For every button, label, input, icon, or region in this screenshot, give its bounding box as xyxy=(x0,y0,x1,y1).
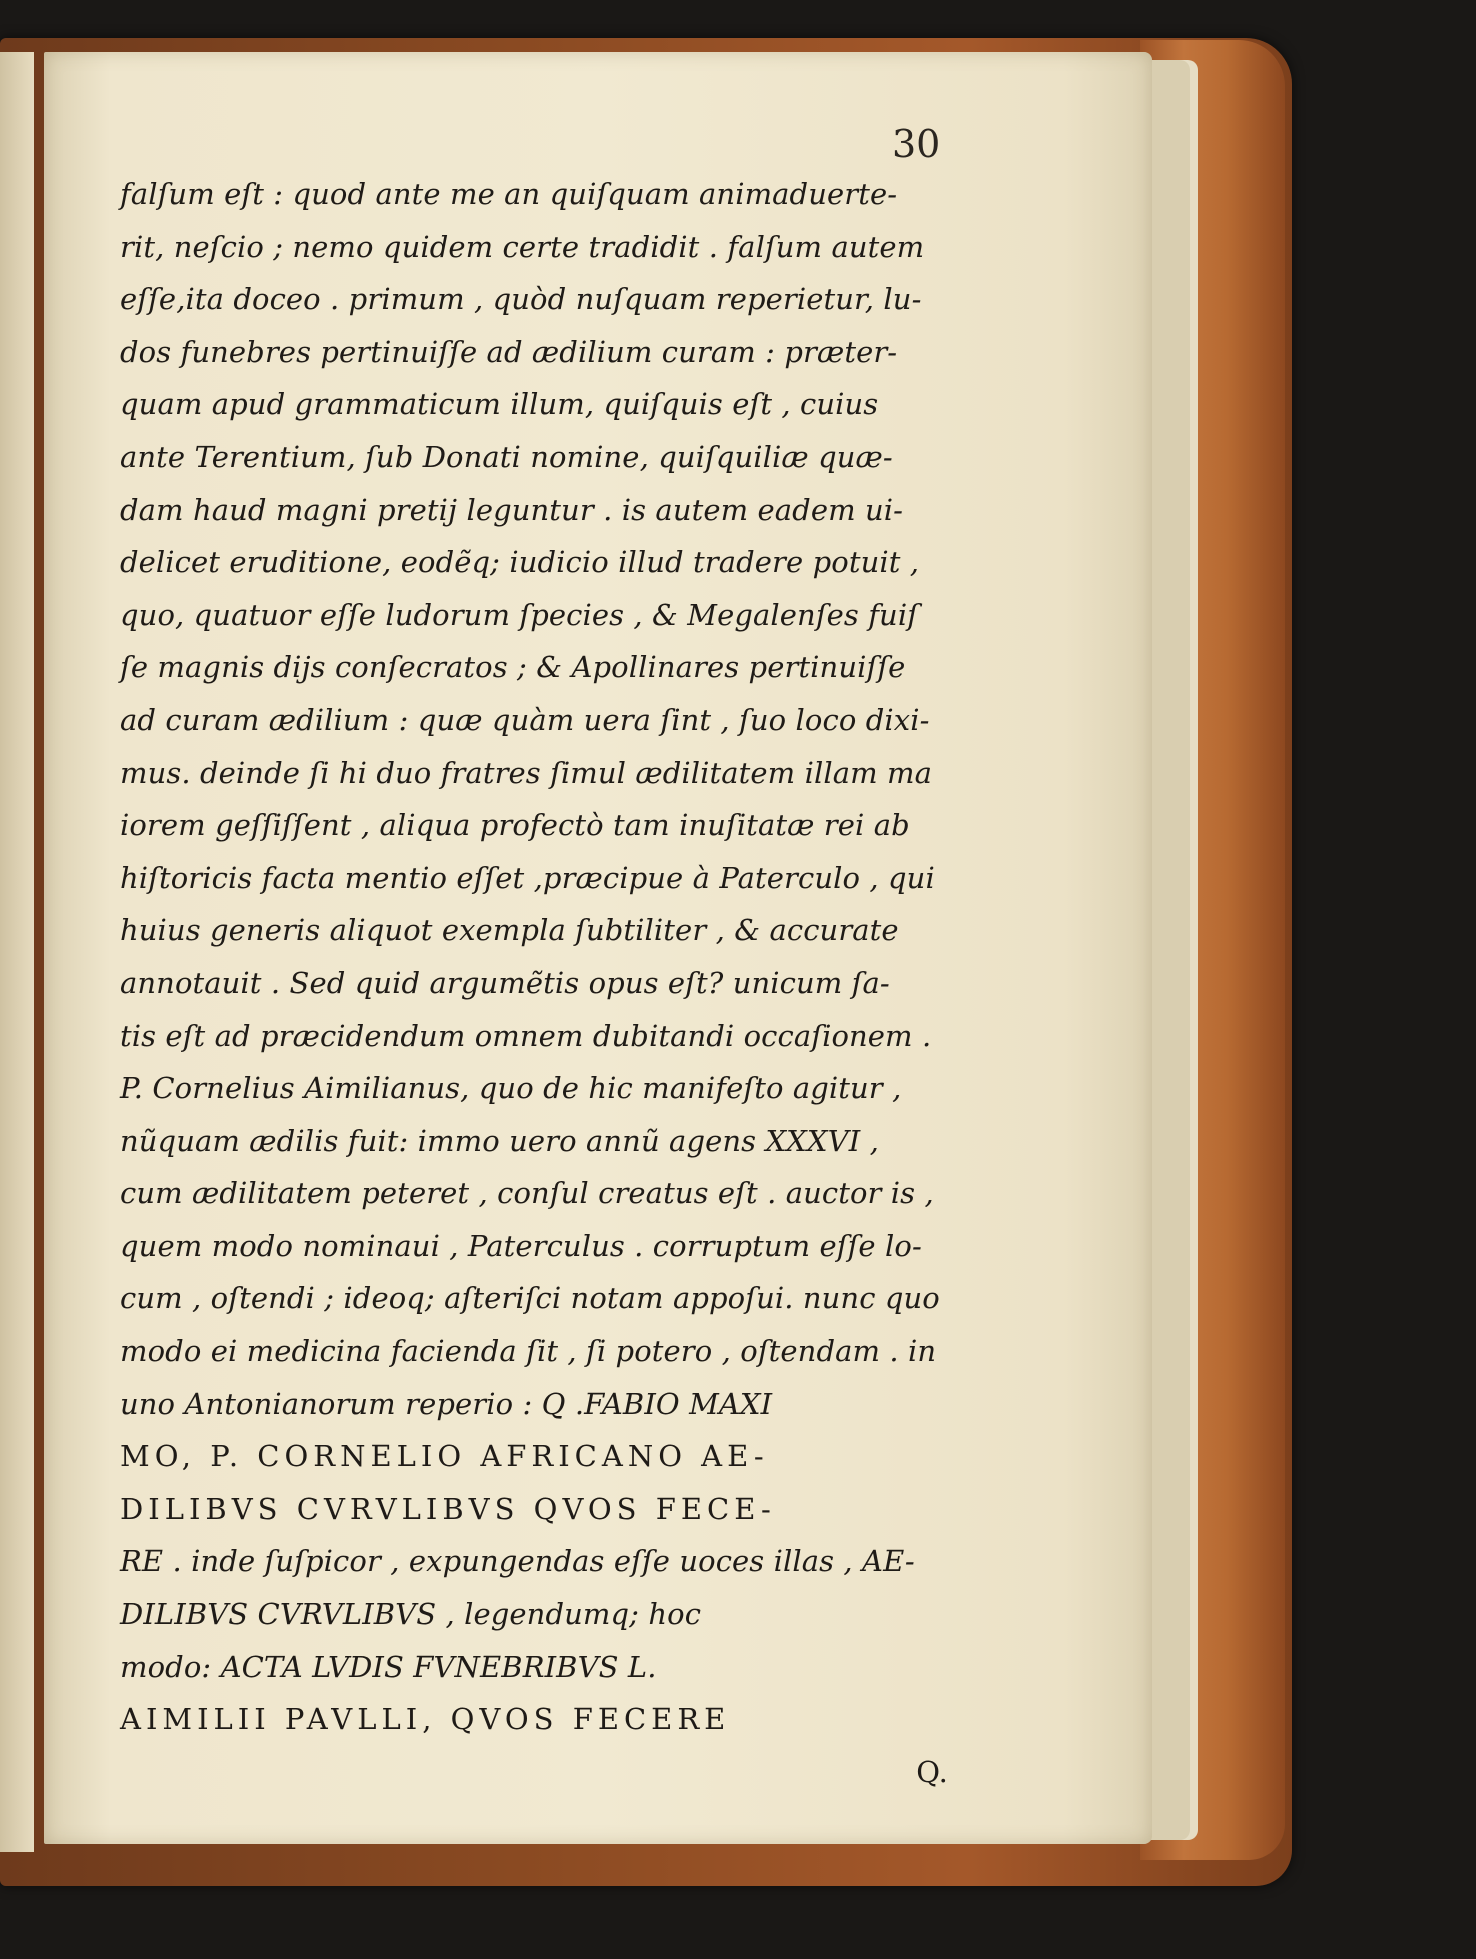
text-line: RE . inde ſuſpicor , expungendas eſſe uoces illas , AE- xyxy=(120,1544,915,1579)
page-text-block xyxy=(120,168,960,1798)
text-line: DILIBVS CVRVLIBVS , legendumq; hoc xyxy=(120,1597,702,1632)
text-line: dos funebres pertinuiſſe ad ædilium curam : præter- xyxy=(120,334,898,369)
text-line: huius generis aliquot exempla ſubtiliter , & accurate xyxy=(120,913,899,948)
text-line: quam apud grammaticum illum, quiſquis eſt , cuius xyxy=(120,387,879,422)
text-line: iorem geſſiſſent , aliqua profectò tam inuſitatæ rei ab xyxy=(120,808,910,843)
text-line: quem modo nominaui , Paterculus . corruptum eſſe lo- xyxy=(120,1228,922,1263)
text-line: falſum eſt : quod ante me an quiſquam animaduerte- xyxy=(120,177,898,211)
text-line: dam haud magni pretij leguntur . is autem eadem ui- xyxy=(120,492,904,527)
text-line: P. Cornelius Aimilianus, quo de hic manifeſto agitur , xyxy=(120,1071,902,1106)
page-number: 30 xyxy=(892,122,941,166)
text-line: MO, P. CORNELIO AFRICANO AE- xyxy=(120,1439,769,1474)
text-line: ad curam ædilium : quæ quàm uera ſint , ſuo loco dixi- xyxy=(120,702,930,737)
book-page xyxy=(44,52,1152,1844)
text-line: eſſe,ita doceo . primum , quòd nuſquam reperietur, lu- xyxy=(120,282,922,317)
text-line: mus. deinde ſi hi duo fratres ſimul ædilitatem illam ma xyxy=(120,755,933,790)
text-line: DILIBVS CVRVLIBVS QVOS FECE- xyxy=(120,1491,776,1526)
text-line: modo ei medicina facienda ſit , ſi potero , oſtendam . in xyxy=(120,1334,937,1369)
text-line: delicet eruditione, eodẽq; iudicio illud tradere potuit , xyxy=(120,545,920,580)
text-line: cum ædilitatem peteret , conſul creatus eſt . auctor is , xyxy=(120,1176,934,1211)
text-line: annotauit . Sed quid argumẽtis opus eſt? unicum ſa- xyxy=(120,965,890,1000)
text-line: cum , oſtendi ; ideoq; aſteriſci notam appoſui. nunc quo xyxy=(120,1281,940,1316)
text-line: ſe magnis dijs conſecratos ; & Apollinares pertinuiſſe xyxy=(120,650,906,685)
text-line: rit, neſcio ; nemo quidem certe tradidit . falſum autem xyxy=(120,229,925,264)
text-line: nũquam ædilis fuit: immo uero annũ agens XXXVI , xyxy=(120,1123,879,1158)
text-line: tis eſt ad præcidendum omnem dubitandi occaſionem . xyxy=(120,1018,932,1053)
text-line: ante Terentium, ſub Donati nomine, quiſquiliæ quæ- xyxy=(120,439,893,474)
text-line: uno Antonianorum reperio : Q .FABIO MAXI xyxy=(120,1386,773,1421)
text-line: AIMILII PAVLLI, QVOS FECERE xyxy=(120,1702,731,1737)
page-leaf xyxy=(1150,60,1190,1840)
text-line: modo: ACTA LVDIS FVNEBRIBVS L. xyxy=(120,1649,657,1684)
text-line: hiſtoricis facta mentio eſſet ,præcipue à Paterculo , qui xyxy=(120,860,935,895)
text-line: quo, quatuor eſſe ludorum ſpecies , & Megalenſes fuiſ xyxy=(120,597,919,632)
left-page-edge xyxy=(0,52,34,1852)
text-line-catchword: Q. xyxy=(916,1754,948,1789)
